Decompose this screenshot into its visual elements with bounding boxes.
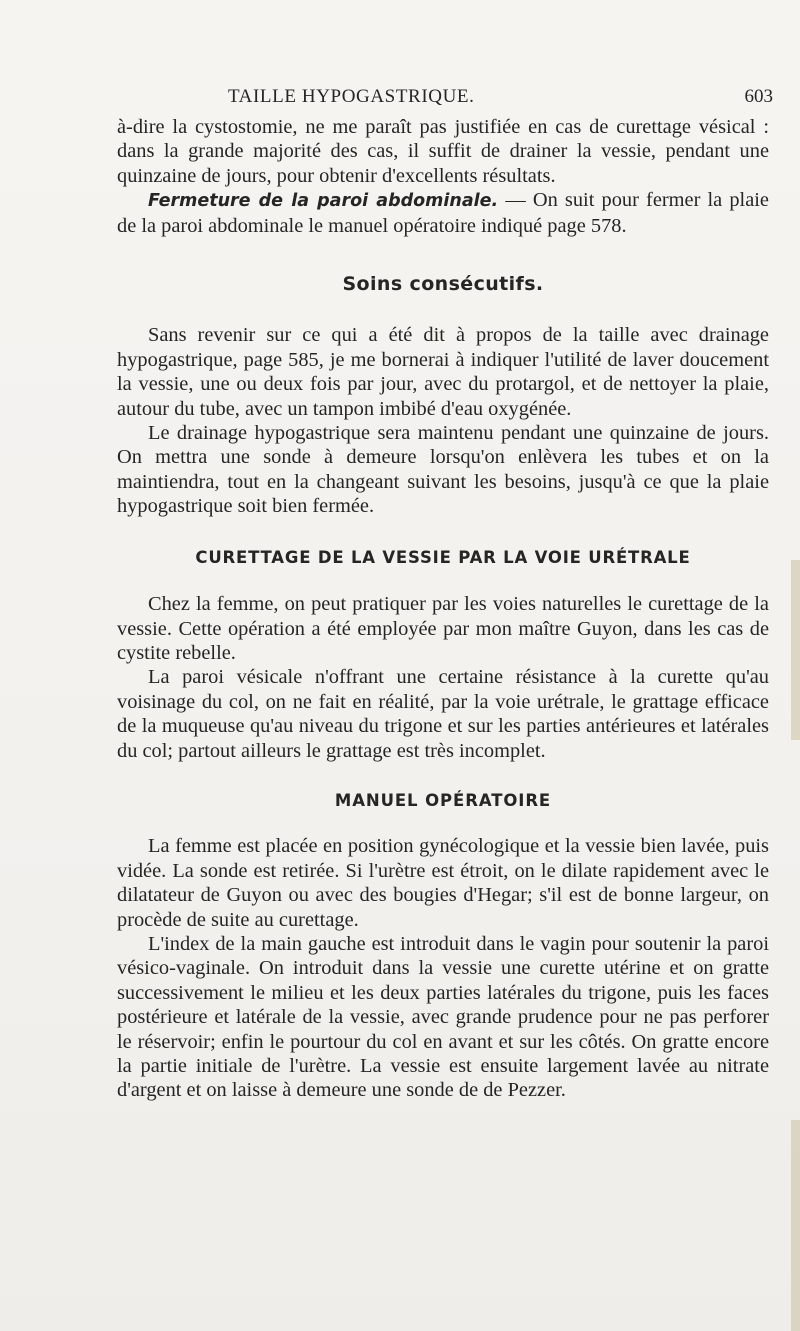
paragraph: Le drainage hypogastrique sera maintenu pendant une quinzaine de jours. On mettra une sonde à demeure lorsqu'on enlèvera les tubes et on la maintiendra, tout en la changeant suivant les besoins, jusqu'à ce que la plaie hypogastrique soit bien fermée.	[117, 422, 769, 518]
inline-subheading: Fermeture de la paroi abdominale.	[148, 191, 499, 212]
page-number: 603	[744, 86, 773, 107]
section-heading-soins: Soins consécutifs.	[342, 273, 544, 296]
paragraph-continuation: à-dire la cystostomie, ne me paraît pas justifiée en cas de curettage vésical : dans la grande majorité des cas, il suffit de drainer la vessie, pendant une quinzaine de jours, pour obtenir d'excellents résultats.	[117, 116, 769, 187]
page-edge-tint	[791, 1120, 800, 1331]
page-edge-tint	[791, 560, 800, 740]
section-heading-manuel: MANUEL OPÉRATOIRE	[334, 790, 552, 810]
page-header	[228, 86, 773, 112]
section-heading-curettage: CURETTAGE DE LA VESSIE PAR LA VOIE URÉTRALE	[195, 547, 691, 567]
paragraph: Sans revenir sur ce qui a été dit à propos de la taille avec drainage hypogastrique, page 585, je me bornerai à indiquer l'utilité de laver doucement la vessie, une ou deux fois par jour, avec du protargol, et de nettoyer la plaie, autour du tube, avec un tampon imbibé d'eau oxygénée.	[117, 324, 769, 420]
paragraph: La femme est placée en position gynécologique et la vessie bien lavée, puis vidée. La sonde est retirée. Si l'urètre est étroit, on le dilate rapidement avec le dilatateur de Guyon ou avec des bougies d'Hegar; s'il est de bonne largeur, on procède de suite au curettage.	[117, 835, 769, 931]
paragraph-fermeture	[117, 188, 769, 238]
paragraph: La paroi vésicale n'offrant une certaine résistance à la curette qu'au voisinage du col, on ne fait en réalité, par la voie urétrale, le grattage efficace de la muqueuse qu'au niveau du trigone et sur les parties antérieures et latérales du col; partout ailleurs le grattage est très incomplet.	[117, 666, 769, 762]
running-title: TAILLE HYPOGASTRIQUE.	[228, 86, 475, 107]
paragraph-text: — On suit pour fermer la plaie de la paroi abdominale le manuel opératoire indiqué page 578.	[117, 189, 769, 237]
paragraph: Chez la femme, on peut pratiquer par les voies naturelles le curettage de la vessie. Cette opération a été employée par mon maître Guyon, dans les cas de cystite rebelle.	[117, 593, 769, 664]
body-text	[117, 115, 769, 1103]
paragraph: L'index de la main gauche est introduit dans le vagin pour soutenir la paroi vésico-vaginale. On introduit dans la vessie une curette utérine et on gratte successivement le milieu et les deux parties latérales du trigone, puis les faces postérieure et latérale de la vessie, avec grande prudence pour ne pas perforer le réservoir; enfin le pourtour du col en avant et sur les côtés. On gratte encore la partie initiale de l'urètre. La vessie est ensuite largement lavée au nitrate d'argent et on laisse à demeure une sonde de de Pezzer.	[117, 932, 769, 1102]
